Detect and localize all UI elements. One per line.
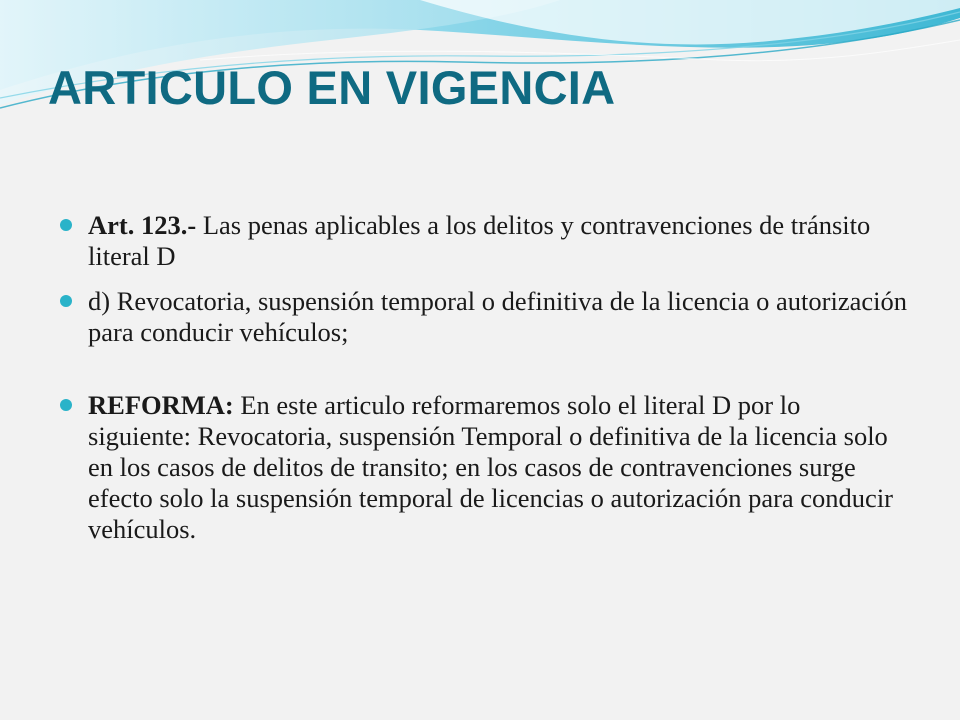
bullet-text-literal-d: d) Revocatoria, suspensión temporal o definitiva de la licencia o autorización para conducir vehículos; xyxy=(88,286,908,347)
bullet-item-article xyxy=(58,210,908,272)
bullet-dot-icon xyxy=(60,399,72,411)
bullet-item-literal-d xyxy=(58,286,908,348)
bullet-lead-reforma: REFORMA: xyxy=(88,390,234,420)
bullet-dot-icon xyxy=(60,219,72,231)
bullet-lead-article: Art. 123.- xyxy=(88,210,197,240)
slide-title: ARTICULO EN VIGENCIA xyxy=(48,61,616,114)
bullet-item-reforma xyxy=(58,390,908,545)
bullet-text-reforma: En este articulo reformaremos solo el literal D por lo siguiente: Revocatoria, suspensión Temporal o definitiva de la licencia solo en los casos de delitos de transito; en los casos de contravenciones surge efecto solo la suspensión temporal de licencias o autorización para conducir vehículos. xyxy=(88,390,894,544)
bullet-dot-icon xyxy=(60,295,72,307)
bullet-list xyxy=(58,210,908,559)
bullet-text-article: Las penas aplicables a los delitos y contravenciones de tránsito literal D xyxy=(88,210,871,271)
